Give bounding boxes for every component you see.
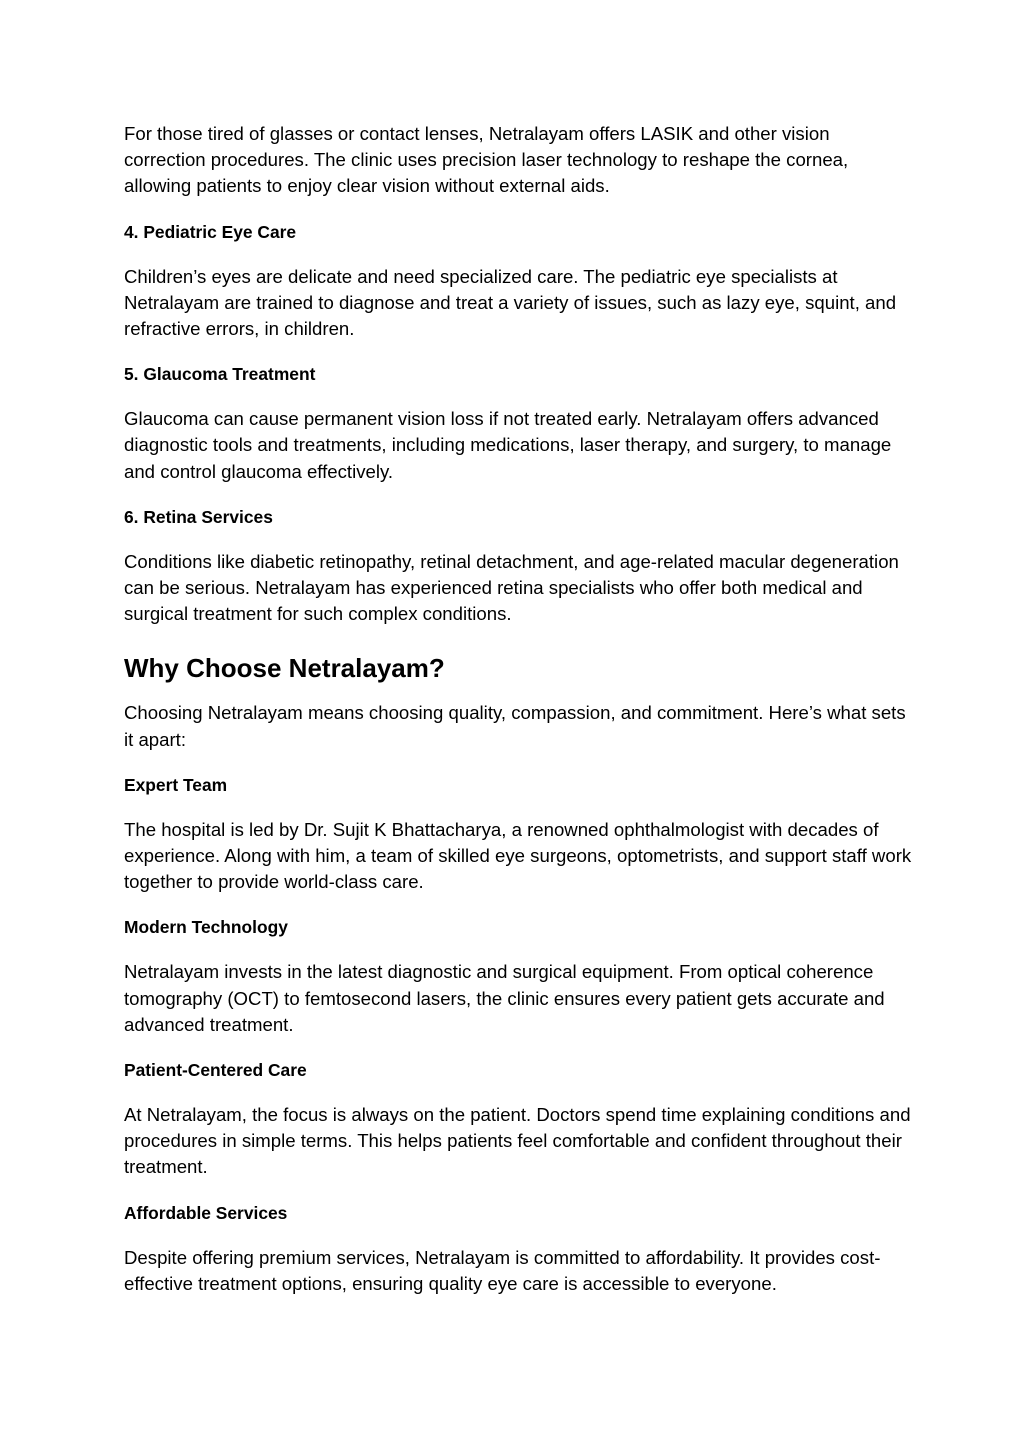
paragraph-patient-centered-care: At Netralayam, the focus is always on the patient. Doctors spend time explaining conditions and procedures in simple terms. This helps patients feel comfortable and confident throughout their treatment.	[124, 1104, 911, 1178]
heading-affordable-services: Affordable Services	[124, 1202, 288, 1223]
heading-expert-team: Expert Team	[124, 774, 228, 795]
document-page	[124, 121, 914, 1316]
paragraph-glaucoma: Glaucoma can cause permanent vision loss if not treated early. Netralayam offers advanced diagnostic tools and treatments, including medications, laser therapy, and surgery, to manage and control glaucoma effectively.	[124, 408, 892, 482]
heading-pediatric-eye-care: 4. Pediatric Eye Care	[124, 221, 297, 242]
paragraph-lasik: For those tired of glasses or contact lenses, Netralayam offers LASIK and other vision correction procedures. The clinic uses precision laser technology to reshape the cornea, allowing patients to enjoy clear vision without external aids.	[124, 123, 849, 197]
paragraph-why-choose: Choosing Netralayam means choosing quality, compassion, and commitment. Here’s what sets it apart:	[124, 702, 906, 750]
paragraph-retina: Conditions like diabetic retinopathy, retinal detachment, and age-related macular degeneration can be serious. Netralayam has experienced retina specialists who offer both medical and surgical treatment for such complex conditions.	[124, 550, 899, 625]
paragraph-pediatric: Children’s eyes are delicate and need specialized care. The pediatric eye specialists at Netralayam are trained to diagnose and treat a variety of issues, such as lazy eye, squint, and refractive errors, in children.	[124, 265, 897, 340]
paragraph-modern-technology: Netralayam invests in the latest diagnostic and surgical equipment. From optical coherence tomography (OCT) to femtosecond lasers, the clinic ensures every patient gets accurate and advanced treatment.	[124, 961, 885, 1035]
paragraph-expert-team: The hospital is led by Dr. Sujit K Bhattacharya, a renowned ophthalmologist with decades of experience. Along with him, a team of skilled eye surgeons, optometrists, and support staff work together to provide world-class care.	[124, 818, 912, 893]
heading-retina-services: 6. Retina Services	[124, 506, 273, 527]
heading-why-choose: Why Choose Netralayam?	[124, 653, 445, 684]
heading-patient-centered-care: Patient-Centered Care	[124, 1060, 307, 1081]
heading-modern-technology: Modern Technology	[124, 917, 288, 938]
heading-glaucoma-treatment: 5. Glaucoma Treatment	[124, 364, 316, 385]
paragraph-affordable-services: Despite offering premium services, Netralayam is committed to affordability. It provides cost-effective treatment options, ensuring quality eye care is accessible to everyone.	[124, 1246, 881, 1294]
